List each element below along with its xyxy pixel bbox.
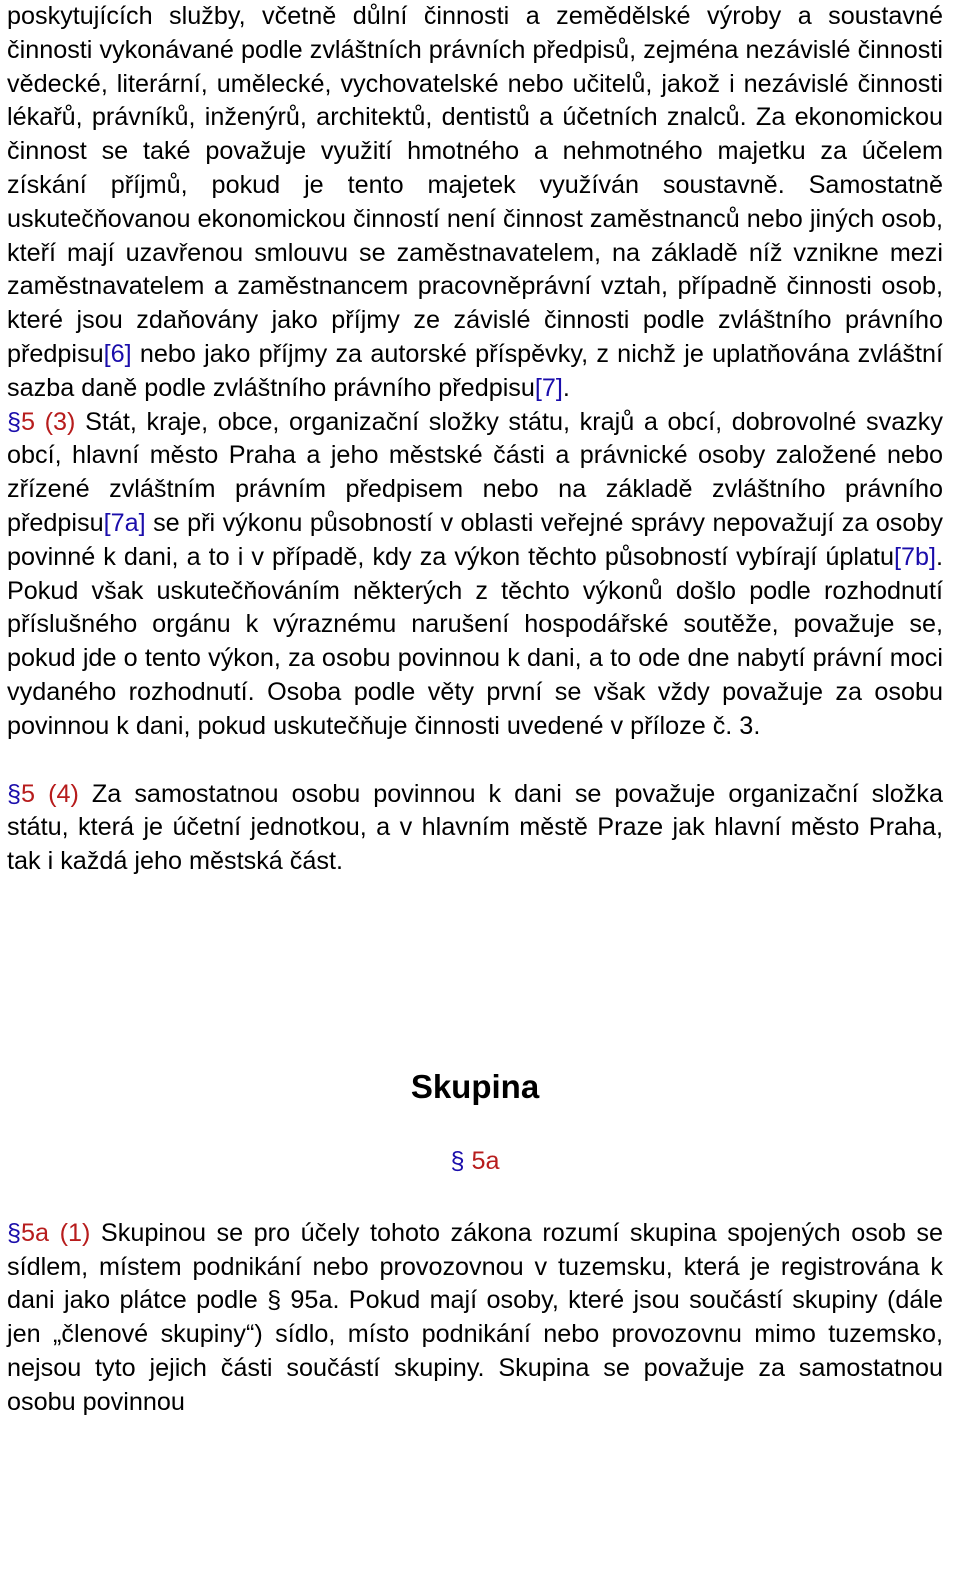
- section-symbol-link[interactable]: §: [7, 407, 22, 436]
- paragraph-text: . Pokud však uskutečňováním některých z těchto výkonů došlo podle rozhodnutí příslušného orgánu k výraznému narušení hospodářské soutěže, považuje se, pokud jde o tento výkon, za osobu povinnou k dani, a to ode dne nabytí právní moci vydaného rozhodnutí. Osoba podle věty první se však vždy považuje za osobu povinnou k dani, pokud uskutečňuje činnosti uvedené v příloze č. 3.: [7, 542, 943, 740]
- section-symbol-link[interactable]: §: [7, 1218, 22, 1247]
- paragraph-text: se při výkonu působností v oblasti veřejné správy nepovažují za osoby povinné k dani, a to i v případě, kdy za výkon těchto působností vybírají úplatu: [7, 508, 943, 571]
- paragraph-text: .: [562, 373, 570, 402]
- section-label: 5a (1): [21, 1218, 91, 1247]
- paragraph-section-5-4: [7, 778, 943, 879]
- paragraph-spacer: [7, 744, 943, 778]
- paragraph-text: Skupinou se pro účely tohoto zákona rozumí skupina spojených osob se sídlem, místem podnikání nebo provozovnou v tuzemsku, která je registrována k dani jako plátce podle § 95a. Pokud mají osoby, které jsou součástí skupiny (dále jen „členové skupiny“) sídlo, místo podnikání nebo provozovnu mimo tuzemsko, nejsou tyto jejich části součástí skupiny. Skupina se považuje za samostatnou osobu povinnou: [7, 1218, 943, 1416]
- section-label: 5 (3): [21, 407, 76, 436]
- footnote-link-7b[interactable]: [7b]: [893, 542, 936, 571]
- heading-title: Skupina: [410, 1067, 540, 1105]
- footnote-link-6[interactable]: [6]: [103, 339, 132, 368]
- section-symbol-link[interactable]: §: [450, 1146, 465, 1175]
- document-page: [7, 0, 943, 1420]
- paragraph-text: Stát, kraje, obce, organizační složky státu, krajů a obcí, dobrovolné svazky obcí, hlavní město Praha a jeho městské části a právnické osoby založené nebo zřízené zvláštním právním předpisem nebo na základě zvláštního právního předpisu: [7, 407, 943, 537]
- section-number: 5a: [464, 1146, 500, 1175]
- heading-spacer: [7, 1179, 943, 1217]
- section-spacer: [7, 879, 943, 1067]
- section-symbol-link[interactable]: §: [7, 779, 22, 808]
- section-heading: [7, 1145, 943, 1179]
- paragraph-section-5-3: [7, 406, 943, 744]
- paragraph-text: Za samostatnou osobu povinnou k dani se považuje organizační složka státu, která je účetní jednotkou, a v hlavním městě Praze jak hlavní město Praha, tak i každá jeho městská část.: [7, 779, 943, 876]
- section-label: 5 (4): [21, 779, 79, 808]
- paragraph-text: poskytujících služby, včetně důlní činnosti a zemědělské výroby a soustavné činnosti vykonávané podle zvláštních právních předpisů, zejména nezávislé činnosti vědecké, literární, umělecké, vychovatelské nebo učitelů, jakož i nezávislé činnosti lékařů, právníků, inženýrů, architektů, dentistů a účetních znalců. Za ekonomickou činnost se také považuje využití hmotného a nehmotného majetku za účelem získání příjmů, pokud je tento majetek využíván soustavně. Samostatně uskutečňovanou ekonomickou činností není činnost zaměstnanců nebo jiných osob, kteří mají uzavřenou smlouvu se zaměstnavatelem, na základě níž vznikne mezi zaměstnavatelem a zaměstnancem pracovněprávní vztah, případně činnosti osob, které jsou zdaňovány jako příjmy ze závislé činnosti podle zvláštního právního předpisu: [7, 2, 943, 368]
- paragraph-text: nebo jako příjmy za autorské příspěvky, z nichž je uplatňována zvláštní sazba daně podle zvláštního právního předpisu: [7, 339, 943, 402]
- footnote-link-7[interactable]: [7]: [534, 373, 563, 402]
- paragraph-economic-activity: [7, 0, 943, 406]
- paragraph-section-5a-1: [7, 1217, 943, 1420]
- heading-spacer: [7, 1107, 943, 1145]
- footnote-link-7a[interactable]: [7a]: [103, 508, 146, 537]
